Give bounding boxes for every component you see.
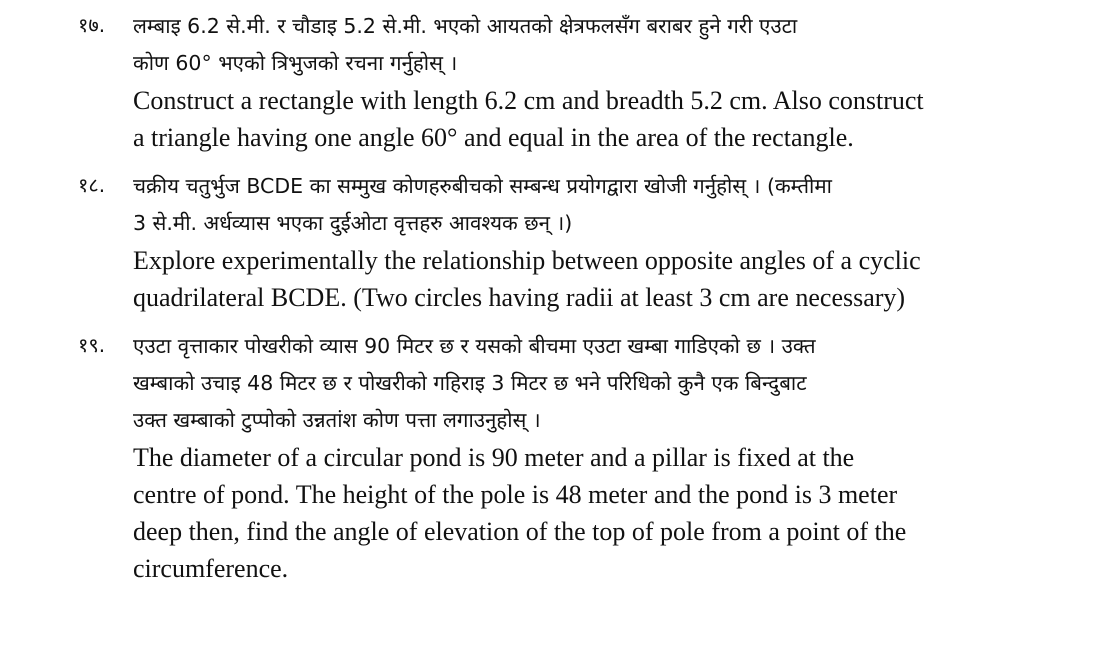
- english-text-line: quadrilateral BCDE. (Two circles having radii at least 3 cm are necessary): [133, 283, 906, 312]
- english-text-line: deep then, find the angle of elevation of the top of pole from a point of the: [133, 517, 907, 546]
- nepali-text-line: एउटा वृत्ताकार पोखरीको व्यास 90 मिटर छ र यसको बीचमा एउटा खम्बा गाडिएको छ । उक्त: [133, 334, 816, 358]
- english-text-line: a triangle having one angle 60° and equal in the area of the rectangle.: [133, 123, 854, 152]
- nepali-text-line: लम्बाइ 6.2 से.मी. र चौडाइ 5.2 से.मी. भएको आयतको क्षेत्रफलसँग बराबर हुने गरी एउटा: [133, 14, 798, 38]
- english-text-line: Construct a rectangle with length 6.2 cm and breadth 5.2 cm. Also construct: [133, 86, 924, 115]
- english-text-line: circumference.: [133, 554, 289, 583]
- question-17: [0, 8, 1018, 156]
- nepali-text-line: चक्रीय चतुर्भुज BCDE का सम्मुख कोणहरुबीचको सम्बन्ध प्रयोगद्वारा खोजी गर्नुहोस् । (कम्तीमा: [133, 174, 832, 198]
- nepali-text-line: कोण 60° भएको त्रिभुजको रचना गर्नुहोस् ।: [133, 51, 458, 75]
- english-text-line: Explore experimentally the relationship between opposite angles of a cyclic: [133, 246, 921, 275]
- nepali-text-line: 3 से.मी. अर्धव्यास भएका दुईओटा वृत्तहरु आवश्यक छन् ।): [133, 211, 573, 235]
- question-number: १९.: [78, 333, 106, 357]
- nepali-text-line: उक्त खम्बाको टुप्पोको उन्नतांश कोण पत्ता लगाउनुहोस् ।: [133, 408, 541, 432]
- nepali-text-line: खम्बाको उचाइ 48 मिटर छ र पोखरीको गहिराइ 3 मिटर छ भने परिधिको कुनै एक बिन्दुबाट: [133, 371, 807, 395]
- question-number: १८.: [78, 173, 106, 197]
- question-18: [0, 168, 1018, 316]
- question-19: [0, 328, 1018, 587]
- question-number: १७.: [78, 13, 106, 37]
- english-text-line: centre of pond. The height of the pole is 48 meter and the pond is 3 meter: [133, 480, 898, 509]
- english-text-line: The diameter of a circular pond is 90 meter and a pillar is fixed at the: [133, 443, 855, 472]
